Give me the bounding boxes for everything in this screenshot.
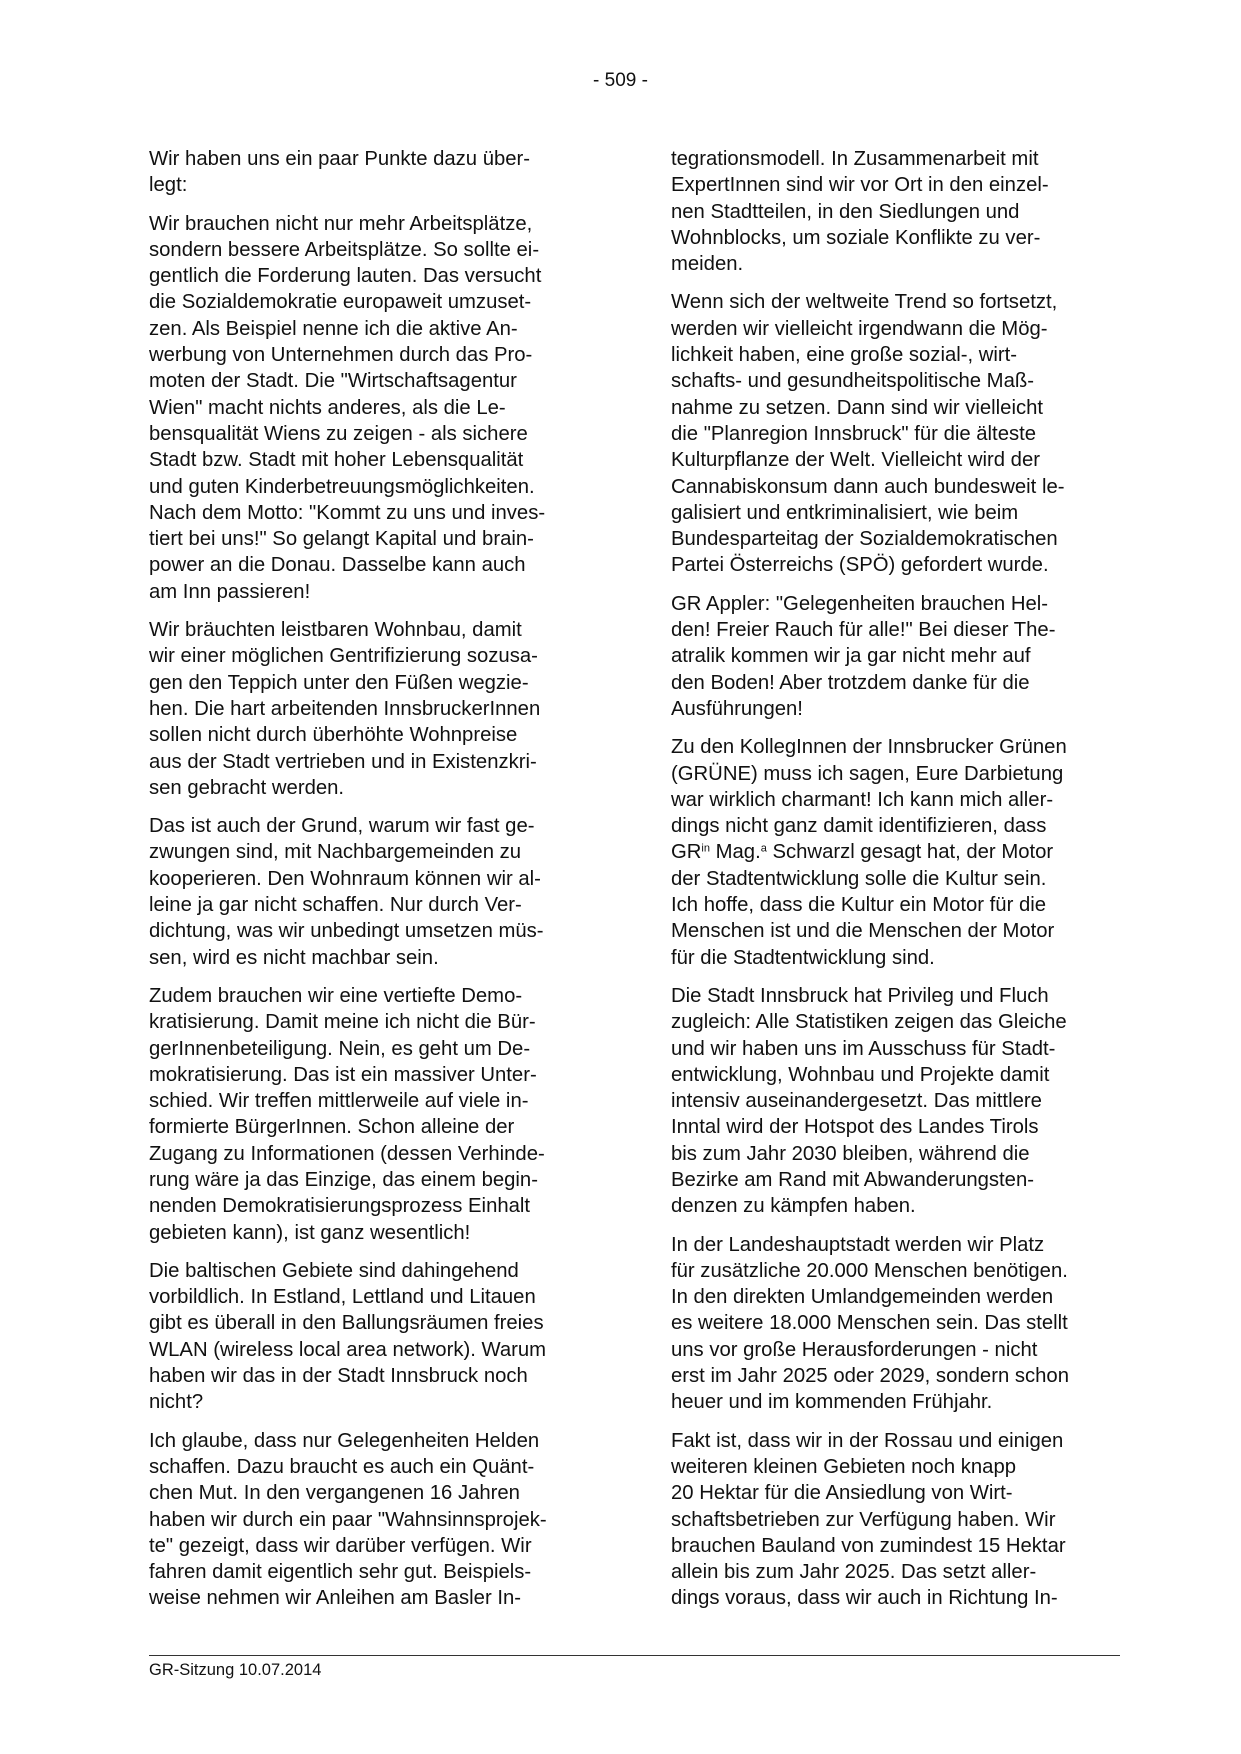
right-column (671, 146, 1119, 1624)
paragraph: Wenn sich der weltweite Trend so fortsetzt, werden wir vielleicht irgendwann die Mög- lichkeit haben, eine große sozial-, wirt- schafts- und gesundheitspolitische Maß- nahme zu setzen. Dann sind wir vielleicht die "Planregion Innsbruck" für die älteste Kulturpflanze der Welt. Vielleicht wird der Cannabiskonsum dann auch bundesweit le- galisiert und entkriminalisiert, wie beim Bundesparteitag der Sozialdemokratischen Partei Österreichs (SPÖ) gefordert wurde. (671, 291, 1065, 577)
footer-session-date: GR-Sitzung 10.07.2014 (149, 1661, 322, 1679)
paragraph: Die Stadt Innsbruck hat Privileg und Fluch zugleich: Alle Statistiken zeigen das Gleiche und wir haben uns im Ausschuss für Stadt- entwicklung, Wohnbau und Projekte damit intensiv auseinandergesetzt. Das mittlere Inntal wird der Hotspot des Landes Tirols bis zum Jahr 2030 bleiben, während die Bezirke am Rand mit Abwanderungsten- denzen zu kämpfen haben. (671, 984, 1067, 1218)
footer-divider (149, 1655, 1120, 1656)
superscript: a (760, 842, 767, 855)
text-run: Mag. (709, 841, 761, 864)
paragraph: Zudem brauchen wir eine vertiefte Demo- kratisierung. Damit meine ich nicht die Bür- gerInnenbeteiligung. Nein, es geht um De- mokratisierung. Das ist ein massiver Unter- schied. Wir treffen mittlerweile auf viele in- formierte BürgerInnen. Schon alleine der Zugang zu Informationen (dessen Verhinde- rung wäre ja das Einzige, das einem begin- nenden Demokratisierungsprozess Einhalt gebieten kann), ist ganz wesentlich! (149, 984, 545, 1244)
superscript: in (701, 842, 710, 855)
paragraph: Die baltischen Gebiete sind dahingehend vorbildlich. In Estland, Lettland und Litauen gibt es überall in den Ballungsräumen freies WLAN (wireless local area network). Warum haben wir das in der Stadt Innsbruck noch nicht? (149, 1259, 547, 1414)
speaker-name: GR Appler (671, 592, 765, 615)
paragraph: Ich glaube, dass nur Gelegenheiten Helden schaffen. Dazu braucht es auch ein Quänt- chen Mut. In den vergangenen 16 Jahren haben wir durch ein paar "Wahnsinnsprojek- te" gezeigt, dass wir darüber verfügen. Wir fahren damit eigentlich sehr gut. Beispiels- weise nehmen wir Anleihen am Basler In- (149, 1429, 547, 1610)
paragraph: Wir haben uns ein paar Punkte dazu über- legt: (149, 148, 531, 197)
speaker-paragraph (671, 591, 1119, 722)
paragraph: Fakt ist, dass wir in der Rossau und einigen weiteren kleinen Gebieten noch knapp 20 Hektar für die Ansiedlung von Wirt- schaftsbetrieben zur Verfügung haben. Wir brauchen Bauland von zumindest 15 Hektar allein bis zum Jahr 2025. Das setzt aller- dings voraus, dass wir auch in Richtung In- (671, 1429, 1066, 1610)
left-column (149, 146, 597, 1624)
paragraph: Wir bräuchten leistbaren Wohnbau, damit wir einer möglichen Gentrifizierung sozusa- gen den Teppich unter den Füßen wegzie- hen. Die hart arbeitenden InnsbruckerInnen sollen nicht durch überhöhte Wohnpreise aus der Stadt vertrieben und in Existenzkri- sen gebracht werden. (149, 619, 541, 799)
page-number: - 509 - (593, 70, 648, 91)
paragraph: Das ist auch der Grund, warum wir fast ge- zwungen sind, mit Nachbargemeinden zu kooperieren. Den Wohnraum können wir al- leine ja gar nicht schaffen. Nur durch Ver- dichtung, was wir unbedingt umsetzen müs- sen, wird es nicht machbar sein. (149, 815, 544, 969)
paragraph (671, 734, 1119, 971)
text-run: Schwarzl gesagt hat, der Motor der Stadtentwicklung solle die Kultur sein. Ich hoffe, dass die Kultur ein Motor für die Menschen ist und die Menschen der Motor für die Stadtentwicklung sind. (671, 841, 1055, 969)
speaker-statement: : "Gelegenheiten brauchen Hel- den! Freier Rauch für alle!" Bei dieser The- atralik kommen wir ja gar nicht mehr auf den Boden! Aber trotzdem danke für die Ausführungen! (671, 592, 1056, 720)
text-run: Zu den KollegInnen der Innsbrucker Grünen (GRÜNE) muss ich sagen, Eure Darbietung war wirklich charmant! Ich kann mich aller- dings nicht ganz damit identifizieren, dass GR (671, 736, 1067, 864)
paragraph: In der Landeshauptstadt werden wir Platz für zusätzliche 20.000 Menschen benötigen. In den direkten Umlandgemeinden werden es weitere 18.000 Menschen sein. Das stellt uns vor große Herausforderungen - nicht erst im Jahr 2025 oder 2029, sondern schon heuer und im kommenden Frühjahr. (671, 1233, 1069, 1414)
paragraph: tegrationsmodell. In Zusammenarbeit mit ExpertInnen sind wir vor Ort in den einzel- nen Stadtteilen, in den Siedlungen und Wohnblocks, um soziale Konflikte zu ver- meiden. (671, 148, 1049, 276)
paragraph: Wir brauchen nicht nur mehr Arbeitsplätze, sondern bessere Arbeitsplätze. So sollte ei- gentlich die Forderung lauten. Das versucht die Sozialdemokratie europaweit umzuset- zen. Als Beispiel nenne ich die aktive An- werbung von Unternehmen durch das Pro- moten der Stadt. Die "Wirtschaftsagentur Wien" macht nichts anderes, als die Le- bensqualität Wiens zu zeigen - als sichere Stadt bzw. Stadt mit hoher Lebensqualität und guten Kinderbetreuungsmöglichkeiten. Nach dem Motto: "Kommt zu uns und inves- tiert bei uns!" So gelangt Kapital und brain- power an die Donau. Dasselbe kann auch am Inn passieren! (149, 212, 546, 603)
